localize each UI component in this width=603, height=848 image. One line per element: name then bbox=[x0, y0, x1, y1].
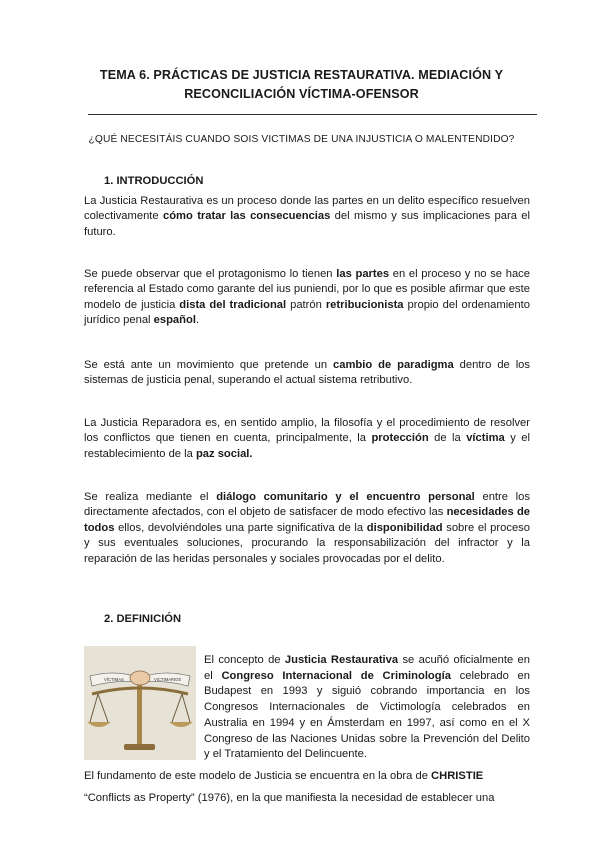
text-run: celebrado en Budapest en 1993 y siguió cobrando importancia en los Congresos Internacionales de Victimología celebrados en Australia en 1994 y en Ámsterdam en 1997, así como en el X Congreso de las Naciones Unidas sobre la Prevención del Delito y el Tratamiento del Delincuente. bbox=[204, 669, 530, 761]
bold-run: español bbox=[153, 314, 196, 327]
text-run: ellos, devolviéndoles una parte significativa de la bbox=[114, 521, 367, 534]
title-line-1: TEMA 6. PRÁCTICAS DE JUSTICIA RESTAURATIVA. MEDIACIÓN Y bbox=[99, 68, 504, 82]
text-run: El fundamento de este modelo de Justicia se encuentra en la obra de bbox=[84, 770, 432, 782]
text-run: El concepto de bbox=[204, 654, 285, 666]
intro-paragraph-5 bbox=[84, 490, 530, 567]
left-chain bbox=[90, 694, 98, 722]
right-chain bbox=[182, 694, 190, 722]
text-run: dentro de los sistemas de justicia penal, superando el actual sistema retributivo. bbox=[84, 359, 530, 387]
definition-paragraph-3 bbox=[84, 791, 530, 806]
text-run: La Justicia Restaurativa es un proceso donde las partes en un delito específico resuelven colectivamente bbox=[84, 195, 530, 223]
bold-run: necesidades de todos bbox=[84, 506, 531, 534]
text-run: patrón bbox=[286, 298, 326, 311]
bold-run: cambio de paradigma bbox=[333, 359, 454, 371]
intro-paragraph-3 bbox=[84, 358, 530, 389]
text-run: y el restablecimiento de la bbox=[84, 432, 530, 460]
arm-label-left: VÍCTIMAS bbox=[104, 677, 124, 682]
definition-paragraph-2 bbox=[84, 769, 530, 784]
title-line-2: RECONCILIACIÓN VÍCTIMA-OFENSOR bbox=[184, 87, 419, 101]
section-1-heading: 1. INTRODUCCIÓN bbox=[104, 175, 204, 187]
text-run: Se está ante un movimiento que pretende un bbox=[84, 359, 334, 371]
bold-run: Congreso Internacional de Criminología bbox=[221, 669, 451, 682]
bold-run: protección bbox=[371, 432, 429, 445]
bold-run: las partes bbox=[336, 268, 390, 280]
left-chain bbox=[98, 694, 108, 722]
title-divider bbox=[88, 114, 537, 115]
bold-run: dista del tradicional bbox=[179, 298, 287, 311]
bold-run: diálogo comunitario y el encuentro personal bbox=[216, 491, 475, 503]
handshake bbox=[130, 671, 150, 685]
scales-illustration bbox=[84, 646, 196, 760]
scales-handshake-icon bbox=[84, 646, 196, 760]
text-run: Se realiza mediante el bbox=[84, 491, 217, 503]
bold-run: retribucionista bbox=[325, 298, 404, 311]
guiding-question: ¿QUÉ NECESITÁIS CUANDO SOIS VICTIMAS DE UNA INJUSTICIA O MALENTENDIDO? bbox=[88, 134, 515, 145]
intro-paragraph-1 bbox=[84, 194, 530, 240]
right-chain bbox=[172, 694, 182, 722]
bold-run: disponibilidad bbox=[366, 521, 443, 534]
text-run: . bbox=[195, 314, 200, 327]
left-pan bbox=[87, 722, 111, 727]
arm-label-right: VICTIMARIOS bbox=[154, 677, 182, 682]
bold-run: víctima bbox=[466, 432, 505, 445]
text-run: entre los directamente afectados, con el objeto de satisfacer de modo efectivo las bbox=[84, 491, 530, 519]
right-pan bbox=[169, 722, 193, 727]
scale-base bbox=[124, 744, 155, 750]
text-run: “Conflicts as Property” (1976), en la que manifiesta la necesidad de establecer una bbox=[84, 792, 495, 804]
text-run: propio del ordenamiento jurídico penal bbox=[84, 298, 530, 327]
document-title bbox=[60, 66, 543, 104]
section-2-heading: 2. DEFINICIÓN bbox=[104, 613, 182, 625]
text-run: de la bbox=[428, 432, 467, 445]
bold-run: cómo tratar las consecuencias bbox=[163, 210, 331, 223]
intro-paragraph-4 bbox=[84, 416, 530, 462]
bold-run: paz social. bbox=[195, 447, 253, 460]
intro-paragraph-2 bbox=[84, 267, 530, 329]
text-run: Se puede observar que el protagonismo lo tienen bbox=[84, 268, 337, 280]
text-run: del mismo y sus implicaciones para el futuro. bbox=[84, 210, 530, 238]
bold-run: Justicia Restaurativa bbox=[284, 654, 399, 666]
bold-run: CHRISTIE bbox=[431, 770, 484, 782]
text-run: La Justicia Reparadora es, en sentido amplio, la filosofía y el procedimiento de resolver los conflictos que tienen en cuenta, principalmente, la bbox=[84, 417, 530, 445]
text-run: en el proceso y no se hace referencia al Estado como garante del ius puniendi, por lo que es posible afirmar que este modelo de justicia bbox=[84, 268, 530, 311]
text-run: sobre el proceso y sus eventuales soluciones, procurando la responsabilización del infractor y la reparación de las heridas personales y sociales provocadas por el delito. bbox=[84, 521, 530, 565]
text-run: se acuñó oficialmente en el bbox=[204, 654, 530, 682]
definition-paragraph-1 bbox=[204, 653, 530, 763]
